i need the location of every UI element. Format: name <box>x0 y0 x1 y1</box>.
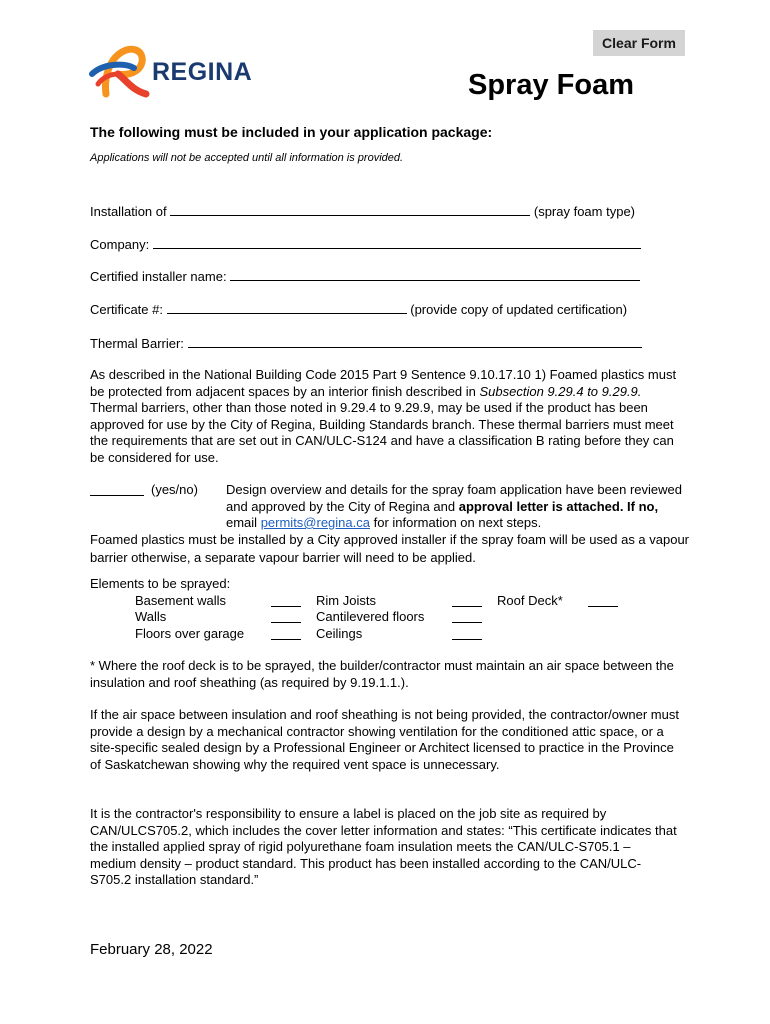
elements-title: Elements to be sprayed: <box>90 576 231 591</box>
roof-deck-note: * Where the roof deck is to be sprayed, the builder/contractor must maintain an air space between the insulation and roof sheathing (as required by 9.19.1.1.). <box>90 658 674 690</box>
installer-field <box>90 269 640 284</box>
thermal-barrier-paragraph <box>90 367 680 466</box>
design-text-bold: approval letter is attached. If no, <box>458 498 659 514</box>
p1-text-b: Thermal barriers, other than those noted in 9.29.4 to 9.29.9, may be used if the product has been approved for use by the City of Regina, Building Standards branch. These thermal barriers must meet the requirements that are set out in CAN/ULC-S124 and have a classification B rating before they can be considered for use. <box>90 400 674 465</box>
yesno-label: (yes/no) <box>151 482 198 497</box>
roof-deck-blank[interactable] <box>588 606 618 607</box>
design-text-c: for information on next steps. <box>369 515 542 530</box>
thermal-field <box>90 336 642 351</box>
requirements-heading: The following must be included in your application package: <box>90 124 493 140</box>
element-rim-joists: Rim Joists <box>316 593 376 608</box>
thermal-blank[interactable] <box>188 336 642 348</box>
company-label: Company: <box>90 237 150 252</box>
rim-joists-blank[interactable] <box>452 606 482 607</box>
clear-form-button[interactable]: Clear Form <box>593 30 685 56</box>
company-field <box>90 237 641 252</box>
yesno-blank[interactable] <box>90 495 144 496</box>
walls-blank[interactable] <box>271 622 301 623</box>
label-requirement-paragraph: It is the contractor's responsibility to ensure a label is placed on the job site as required by CAN/ULCS705.2, which includes the cover letter information and states: “This certificate indicates that the installed applied spray of rigid polyurethane foam insulation meets the CAN/ULC-S705.1 – medium density – product standard. This product has been installed according to the CAN/ULC-S705.2 installation standard.” <box>90 806 677 887</box>
installation-suffix: (spray foam type) <box>533 204 636 219</box>
certificate-label: Certificate #: <box>90 302 163 317</box>
floors-over-garage-blank[interactable] <box>271 639 301 640</box>
certificate-suffix: (provide copy of updated certification) <box>410 302 628 317</box>
installer-blank[interactable] <box>230 269 640 281</box>
company-blank[interactable] <box>153 237 641 249</box>
permits-email-link[interactable]: permits@regina.ca <box>260 515 370 530</box>
design-text-a: Design overview and details for the spray foam application have been reviewed and approved by the City of Regina and <box>226 482 682 514</box>
p1-text-a: As described in the National Building Code 2015 Part 9 Sentence 9.10.17.10 1) Foamed plastics must be protected from adjacent spaces by an interior finish described in <box>90 367 677 399</box>
requirements-note: Applications will not be accepted until all information is provided. <box>90 152 404 164</box>
ceilings-blank[interactable] <box>452 639 482 640</box>
p1-text-italic: Subsection 9.29.4 to 9.29.9. <box>479 383 642 399</box>
basement-walls-blank[interactable] <box>271 606 301 607</box>
thermal-label: Thermal Barrier: <box>90 336 184 351</box>
design-approval-text <box>226 482 686 532</box>
installation-label: Installation of <box>90 204 167 219</box>
element-floors-over-garage: Floors over garage <box>135 626 245 641</box>
certificate-blank[interactable] <box>167 302 407 314</box>
cantilevered-floors-blank[interactable] <box>452 622 482 623</box>
installation-field <box>90 204 635 219</box>
installation-blank[interactable] <box>170 204 530 216</box>
element-ceilings: Ceilings <box>316 626 363 641</box>
design-text-b: email <box>226 515 261 530</box>
element-cantilevered-floors: Cantilevered floors <box>316 609 425 624</box>
air-space-paragraph: If the air space between insulation and roof sheathing is not being provided, the contractor/owner must provide a design by a mechanical contractor showing ventilation for the conditioned attic space, or a site-specific sealed design by a Professional Engineer or Architect licensed to practice in the Province of Saskatchewan showing why the required vent space is unnecessary. <box>90 707 679 772</box>
installer-label: Certified installer name: <box>90 269 227 284</box>
element-basement-walls: Basement walls <box>135 593 227 608</box>
document-date: February 28, 2022 <box>90 941 213 958</box>
element-roof-deck: Roof Deck* <box>497 593 563 608</box>
foamed-plastics-paragraph: Foamed plastics must be installed by a City approved installer if the spray foam will be used as a vapour barrier otherwise, a separate vapour barrier will need to be applied. <box>90 532 690 565</box>
logo-wordmark: REGINA <box>152 58 253 86</box>
certificate-field <box>90 302 627 317</box>
element-walls: Walls <box>135 609 167 624</box>
page-title: Spray Foam <box>468 69 634 101</box>
